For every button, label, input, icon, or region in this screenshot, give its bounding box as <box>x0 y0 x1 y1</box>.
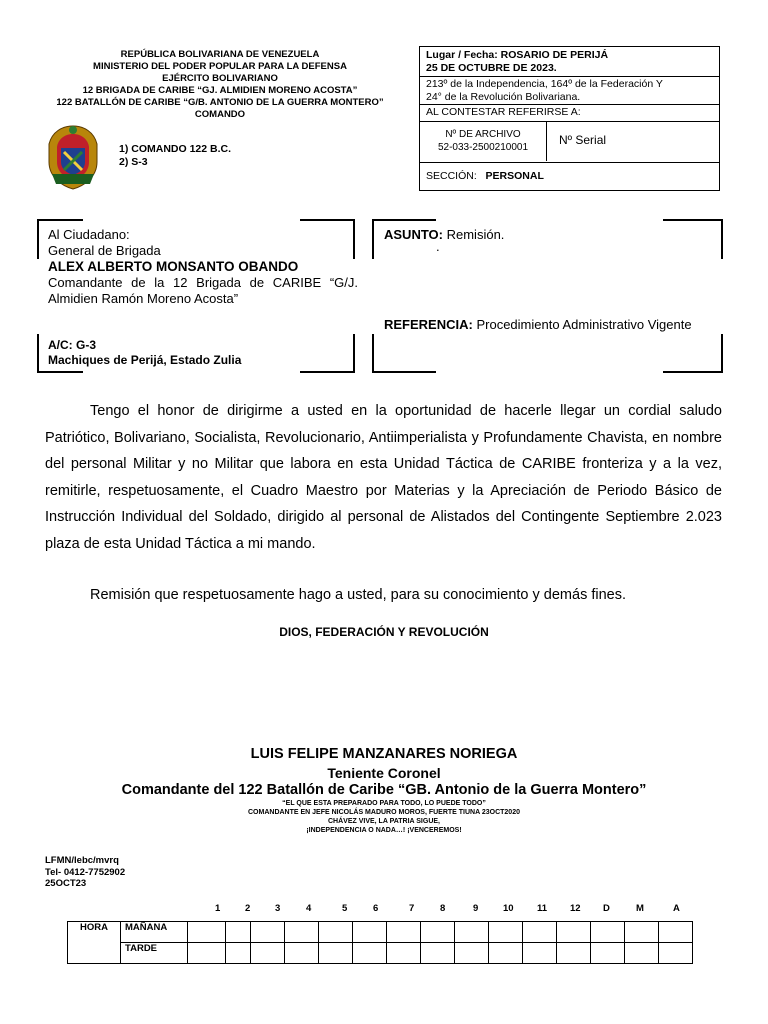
revolution-text: 24° de la Revolución Bolivariana. <box>426 91 581 103</box>
body-paragraph: Tengo el honor de dirigirme a usted en la oportunidad de hacerle llegar un cordial saludo Patriótico, Bolivariano, Socialista, Revolucionario, Antiimperialista y Profundamente Chavista, en nombre del personal Militar y no Militar que labora en esta Unidad Táctica de CARIBE fronteriza y a la vez, remitirle, respetuosamente, el Cuadro Maestro por Materias y la Apreciación de Periodo Básico de Instrucción Individual del Soldado, dirigido al personal de Alistados del Contingente Septiembre 2.023 plaza de esta Unidad Táctica a mi mando. <box>45 403 722 552</box>
grid-cell <box>226 943 251 964</box>
hour-label: HORA <box>68 922 121 964</box>
independence-text: 213º de la Independencia, 164º de la Federación Y <box>426 78 663 90</box>
distribution-list <box>119 143 231 169</box>
closing-paragraph: Remisión que respetuosamente hago a usted, para su conocimiento y demás fines. <box>90 587 627 603</box>
addressee-name: ALEX ALBERTO MONSANTO OBANDO <box>48 259 299 274</box>
grid-cell <box>455 943 489 964</box>
grid-cell <box>591 943 625 964</box>
grid-column-label: 6 <box>373 903 379 914</box>
reference-box <box>419 46 720 191</box>
footer-reference <box>45 855 125 890</box>
grid-cell <box>659 943 693 964</box>
file-number-value: 52-033-2500210001 <box>437 142 529 153</box>
grid-cell <box>523 943 557 964</box>
addressee-title: Comandante de la 12 Brigada de CARIBE “G/J. Almidien Ramón Moreno Acosta” <box>48 275 358 306</box>
letterhead-line: EJÉRCITO BOLIVARIANO <box>162 73 278 84</box>
grid-cell <box>421 922 455 943</box>
grid-column-label: M <box>636 903 644 914</box>
letterhead-line: 12 BRIGADA DE CARIBE “GJ. ALMIDIEN MORENO ACOSTA” <box>82 85 358 96</box>
letterhead-line: MINISTERIO DEL PODER POPULAR PARA LA DEFENSA <box>93 61 347 72</box>
grid-cell <box>387 922 421 943</box>
location-line: Machiques de Perijá, Estado Zulia <box>48 353 242 367</box>
grid-cell <box>387 943 421 964</box>
reference-label: REFERENCIA: <box>384 317 473 332</box>
grid-column-label: A <box>673 903 680 914</box>
grid-column-label: 8 <box>440 903 446 914</box>
file-serial-row <box>420 122 719 163</box>
grid-cell <box>489 943 523 964</box>
initials: LFMN/lebc/mvrq <box>45 855 119 866</box>
signer-rank: Teniente Coronel <box>327 765 441 781</box>
letterhead-line: COMANDO <box>194 109 246 120</box>
grid-cell <box>625 922 659 943</box>
addressee-block <box>48 227 358 307</box>
signer-name: LUIS FELIPE MANZANARES NORIEGA <box>250 746 518 762</box>
attention-block <box>48 338 241 368</box>
grid-cell <box>188 943 226 964</box>
grid-column-label: D <box>603 903 610 914</box>
signature-motto: “EL QUE ESTA PREPARADO PARA TODO, LO PUEDE TODO” <box>282 800 486 807</box>
grid-column-label: 10 <box>503 903 514 914</box>
addressee-salutation: Al Ciudadano: <box>48 227 130 242</box>
grid-column-label: 12 <box>570 903 581 914</box>
afternoon-label: TARDE <box>121 943 188 964</box>
subject-value: Remisión. <box>446 227 505 242</box>
date-text: 25 DE OCTUBRE DE 2023. <box>426 62 557 74</box>
grid-cell <box>625 943 659 964</box>
signature-motto: COMANDANTE EN JEFE NICOLÁS MADURO MOROS, FUERTE TIUNA 23OCT2020 <box>248 809 520 816</box>
grid-column-label: 5 <box>342 903 348 914</box>
section-row <box>420 163 719 190</box>
grid-cell <box>659 922 693 943</box>
subject-label: ASUNTO: <box>384 227 443 242</box>
grid-cell <box>421 943 455 964</box>
grid-column-label: 11 <box>537 903 548 914</box>
grid-cell <box>319 943 353 964</box>
grid-cell <box>353 922 387 943</box>
battalion-seal-icon <box>44 122 102 192</box>
bracket-corner <box>663 219 723 259</box>
grid-cell <box>455 922 489 943</box>
file-number-cell <box>420 122 547 161</box>
grid-cell <box>557 922 591 943</box>
grid-column-label: 2 <box>245 903 251 914</box>
grid-cell <box>489 922 523 943</box>
distribution-item: 2) S-3 <box>119 156 148 168</box>
morning-label: MAÑANA <box>121 922 188 943</box>
reference-block <box>384 317 692 332</box>
grid-cell <box>319 922 353 943</box>
grid-column-label: 1 <box>215 903 221 914</box>
grid-cell <box>251 943 285 964</box>
grid-cell <box>188 922 226 943</box>
motto: DIOS, FEDERACIÓN Y REVOLUCIÓN <box>279 625 489 639</box>
addressee-rank: General de Brigada <box>48 243 161 258</box>
grid-cell <box>251 922 285 943</box>
bracket-corner <box>663 334 723 373</box>
schedule-grid <box>67 921 693 964</box>
grid-column-label: 4 <box>306 903 312 914</box>
grid-column-label: 3 <box>275 903 281 914</box>
grid-cell <box>591 922 625 943</box>
signer-title: Comandante del 122 Batallón de Caribe “GB. Antonio de la Guerra Montero” <box>121 782 647 798</box>
reply-reference-row: AL CONTESTAR REFERIRSE A: <box>420 105 719 122</box>
section-label: SECCIÓN: <box>426 170 477 182</box>
phone: Tel- 0412-7752902 <box>45 866 126 878</box>
letterhead-line: REPÚBLICA BOLIVARIANA DE VENEZUELA <box>120 49 320 60</box>
grid-cell <box>226 922 251 943</box>
section-value: PERSONAL <box>485 170 544 182</box>
subject-dot: . <box>436 239 440 254</box>
table-row <box>68 943 693 964</box>
grid-cell <box>523 922 557 943</box>
attention-line: A/C: G-3 <box>48 338 96 352</box>
footer-date: 25OCT23 <box>45 878 87 889</box>
bracket-corner <box>372 334 436 373</box>
signature-motto: ¡INDEPENDENCIA O NADA…! ¡VENCEREMOS! <box>306 827 462 834</box>
grid-cell <box>285 922 319 943</box>
place-date-row <box>420 47 719 77</box>
table-row <box>68 922 693 943</box>
letterhead-line: 122 BATALLÓN DE CARIBE “G/B. ANTONIO DE LA GUERRA MONTERO” <box>56 97 384 108</box>
independence-row <box>420 77 719 105</box>
file-number-label: Nº DE ARCHIVO <box>445 129 521 140</box>
grid-cell <box>353 943 387 964</box>
grid-cell <box>285 943 319 964</box>
reference-value: Procedimiento Administrativo Vigente <box>476 317 692 332</box>
bracket-corner <box>300 334 355 373</box>
distribution-item: 1) COMANDO 122 B.C. <box>119 143 232 155</box>
place-text: Lugar / Fecha: ROSARIO DE PERIJÁ <box>426 49 609 61</box>
serial-label: Nº Serial <box>559 133 607 147</box>
signature-motto: CHÁVEZ VIVE, LA PATRIA SIGUE, <box>327 818 440 825</box>
subject-block <box>384 227 504 252</box>
grid-column-label: 9 <box>473 903 479 914</box>
letterhead <box>40 49 400 121</box>
grid-column-label: 7 <box>409 903 415 914</box>
grid-cell <box>557 943 591 964</box>
